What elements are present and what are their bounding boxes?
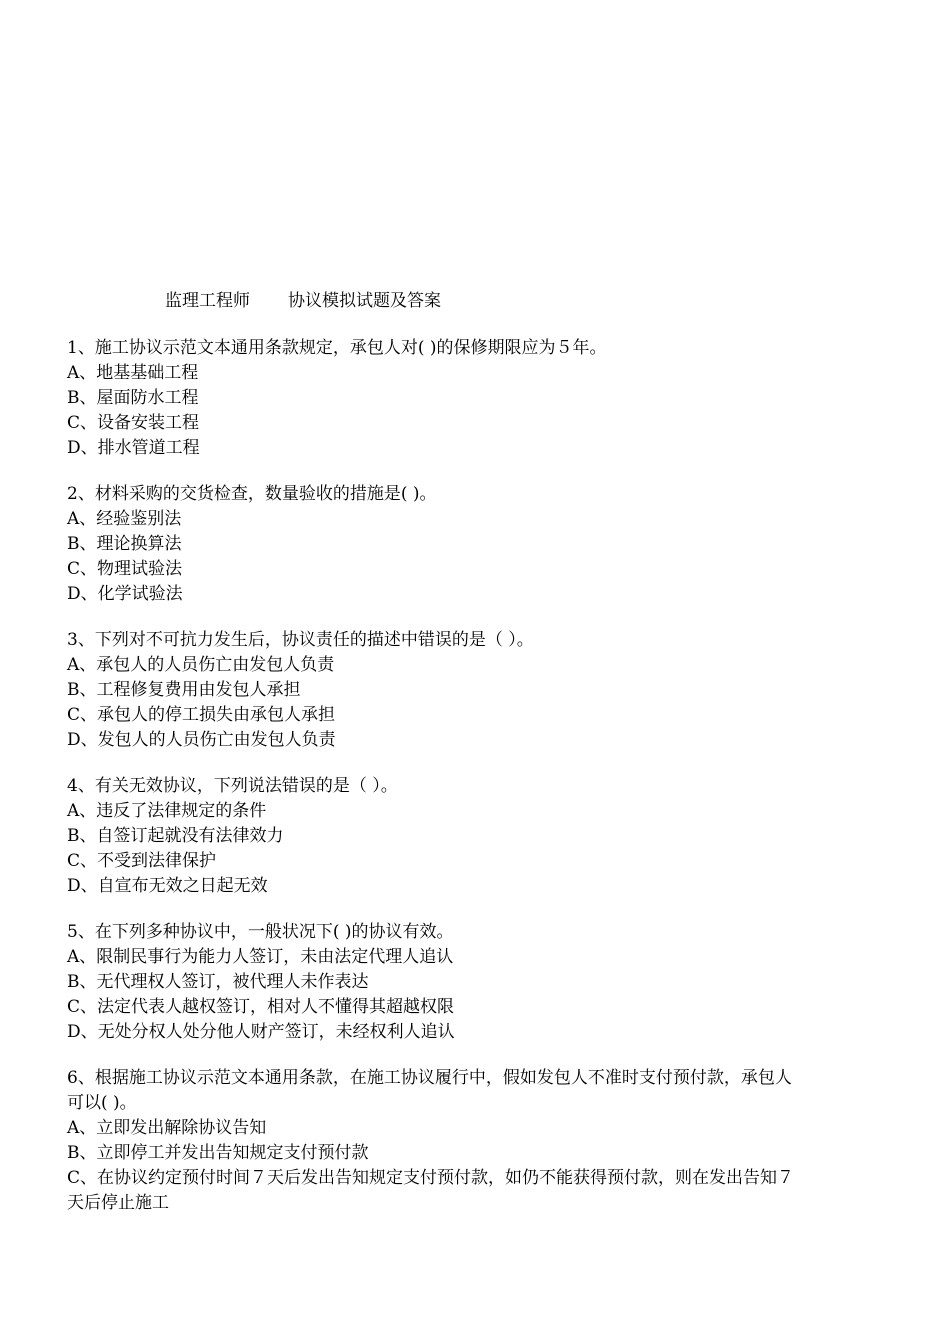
question-3 — [67, 628, 887, 753]
title-part-1: 监理工程师 — [165, 291, 250, 311]
option-b: B、无代理权人签订，被代理人未作表达 — [67, 972, 369, 992]
option-a: A、承包人的人员伤亡由发包人负责 — [67, 655, 335, 675]
option-b: B、工程修复费用由发包人承担 — [67, 680, 301, 700]
question-stem: 1、施工协议示范文本通用条款规定，承包人对( )的保修期限应为５年。 — [67, 338, 607, 358]
question-stem: 4、有关无效协议，下列说法错误的是（ ）。 — [67, 776, 398, 796]
option-d: D、排水管道工程 — [67, 438, 200, 458]
option-a: A、地基基础工程 — [67, 363, 199, 383]
option-b: B、理论换算法 — [67, 534, 182, 554]
question-stem: 2、材料采购的交货检查，数量验收的措施是( )。 — [67, 484, 437, 504]
option-d: D、发包人的人员伤亡由发包人负责 — [67, 730, 336, 750]
question-2 — [67, 482, 887, 607]
option-c-continued: 天后停止施工 — [67, 1193, 169, 1213]
question-stem: 5、在下列多种协议中，一般状况下( )的协议有效。 — [67, 922, 454, 942]
document-title — [165, 288, 441, 314]
option-d: D、自宣布无效之日起无效 — [67, 876, 268, 896]
option-d: D、化学试验法 — [67, 584, 183, 604]
option-a: A、立即发出解除协议告知 — [67, 1118, 267, 1138]
title-part-2: 协议模拟试题及答案 — [288, 291, 441, 311]
option-c: C、设备安装工程 — [67, 413, 200, 433]
option-b: B、屋面防水工程 — [67, 388, 199, 408]
option-a: A、违反了法律规定的条件 — [67, 801, 267, 821]
option-b: B、自签订起就没有法律效力 — [67, 826, 284, 846]
option-c: C、物理试验法 — [67, 559, 183, 579]
question-1 — [67, 336, 887, 461]
question-stem-continued: 可以( )。 — [67, 1093, 137, 1113]
option-c: C、承包人的停工损失由承包人承担 — [67, 705, 336, 725]
option-c: C、在协议约定预付时间７天后发出告知规定支付预付款，如仍不能获得预付款，则在发出告知７ — [67, 1168, 795, 1188]
question-stem: 3、下列对不可抗力发生后，协议责任的描述中错误的是（ ）。 — [67, 630, 534, 650]
question-5 — [67, 920, 887, 1045]
option-b: B、立即停工并发出告知规定支付预付款 — [67, 1143, 369, 1163]
option-a: A、限制民事行为能力人签订，未由法定代理人追认 — [67, 947, 454, 967]
question-6 — [67, 1066, 887, 1216]
option-c: C、法定代表人越权签订，相对人不懂得其超越权限 — [67, 997, 455, 1017]
option-d: D、无处分权人处分他人财产签订，未经权利人追认 — [67, 1022, 455, 1042]
option-a: A、经验鉴别法 — [67, 509, 182, 529]
question-4 — [67, 774, 887, 899]
question-stem: 6、根据施工协议示范文本通用条款，在施工协议履行中，假如发包人不准时支付预付款，承包人 — [67, 1068, 792, 1088]
option-c: C、不受到法律保护 — [67, 851, 217, 871]
question-list — [67, 336, 887, 1237]
